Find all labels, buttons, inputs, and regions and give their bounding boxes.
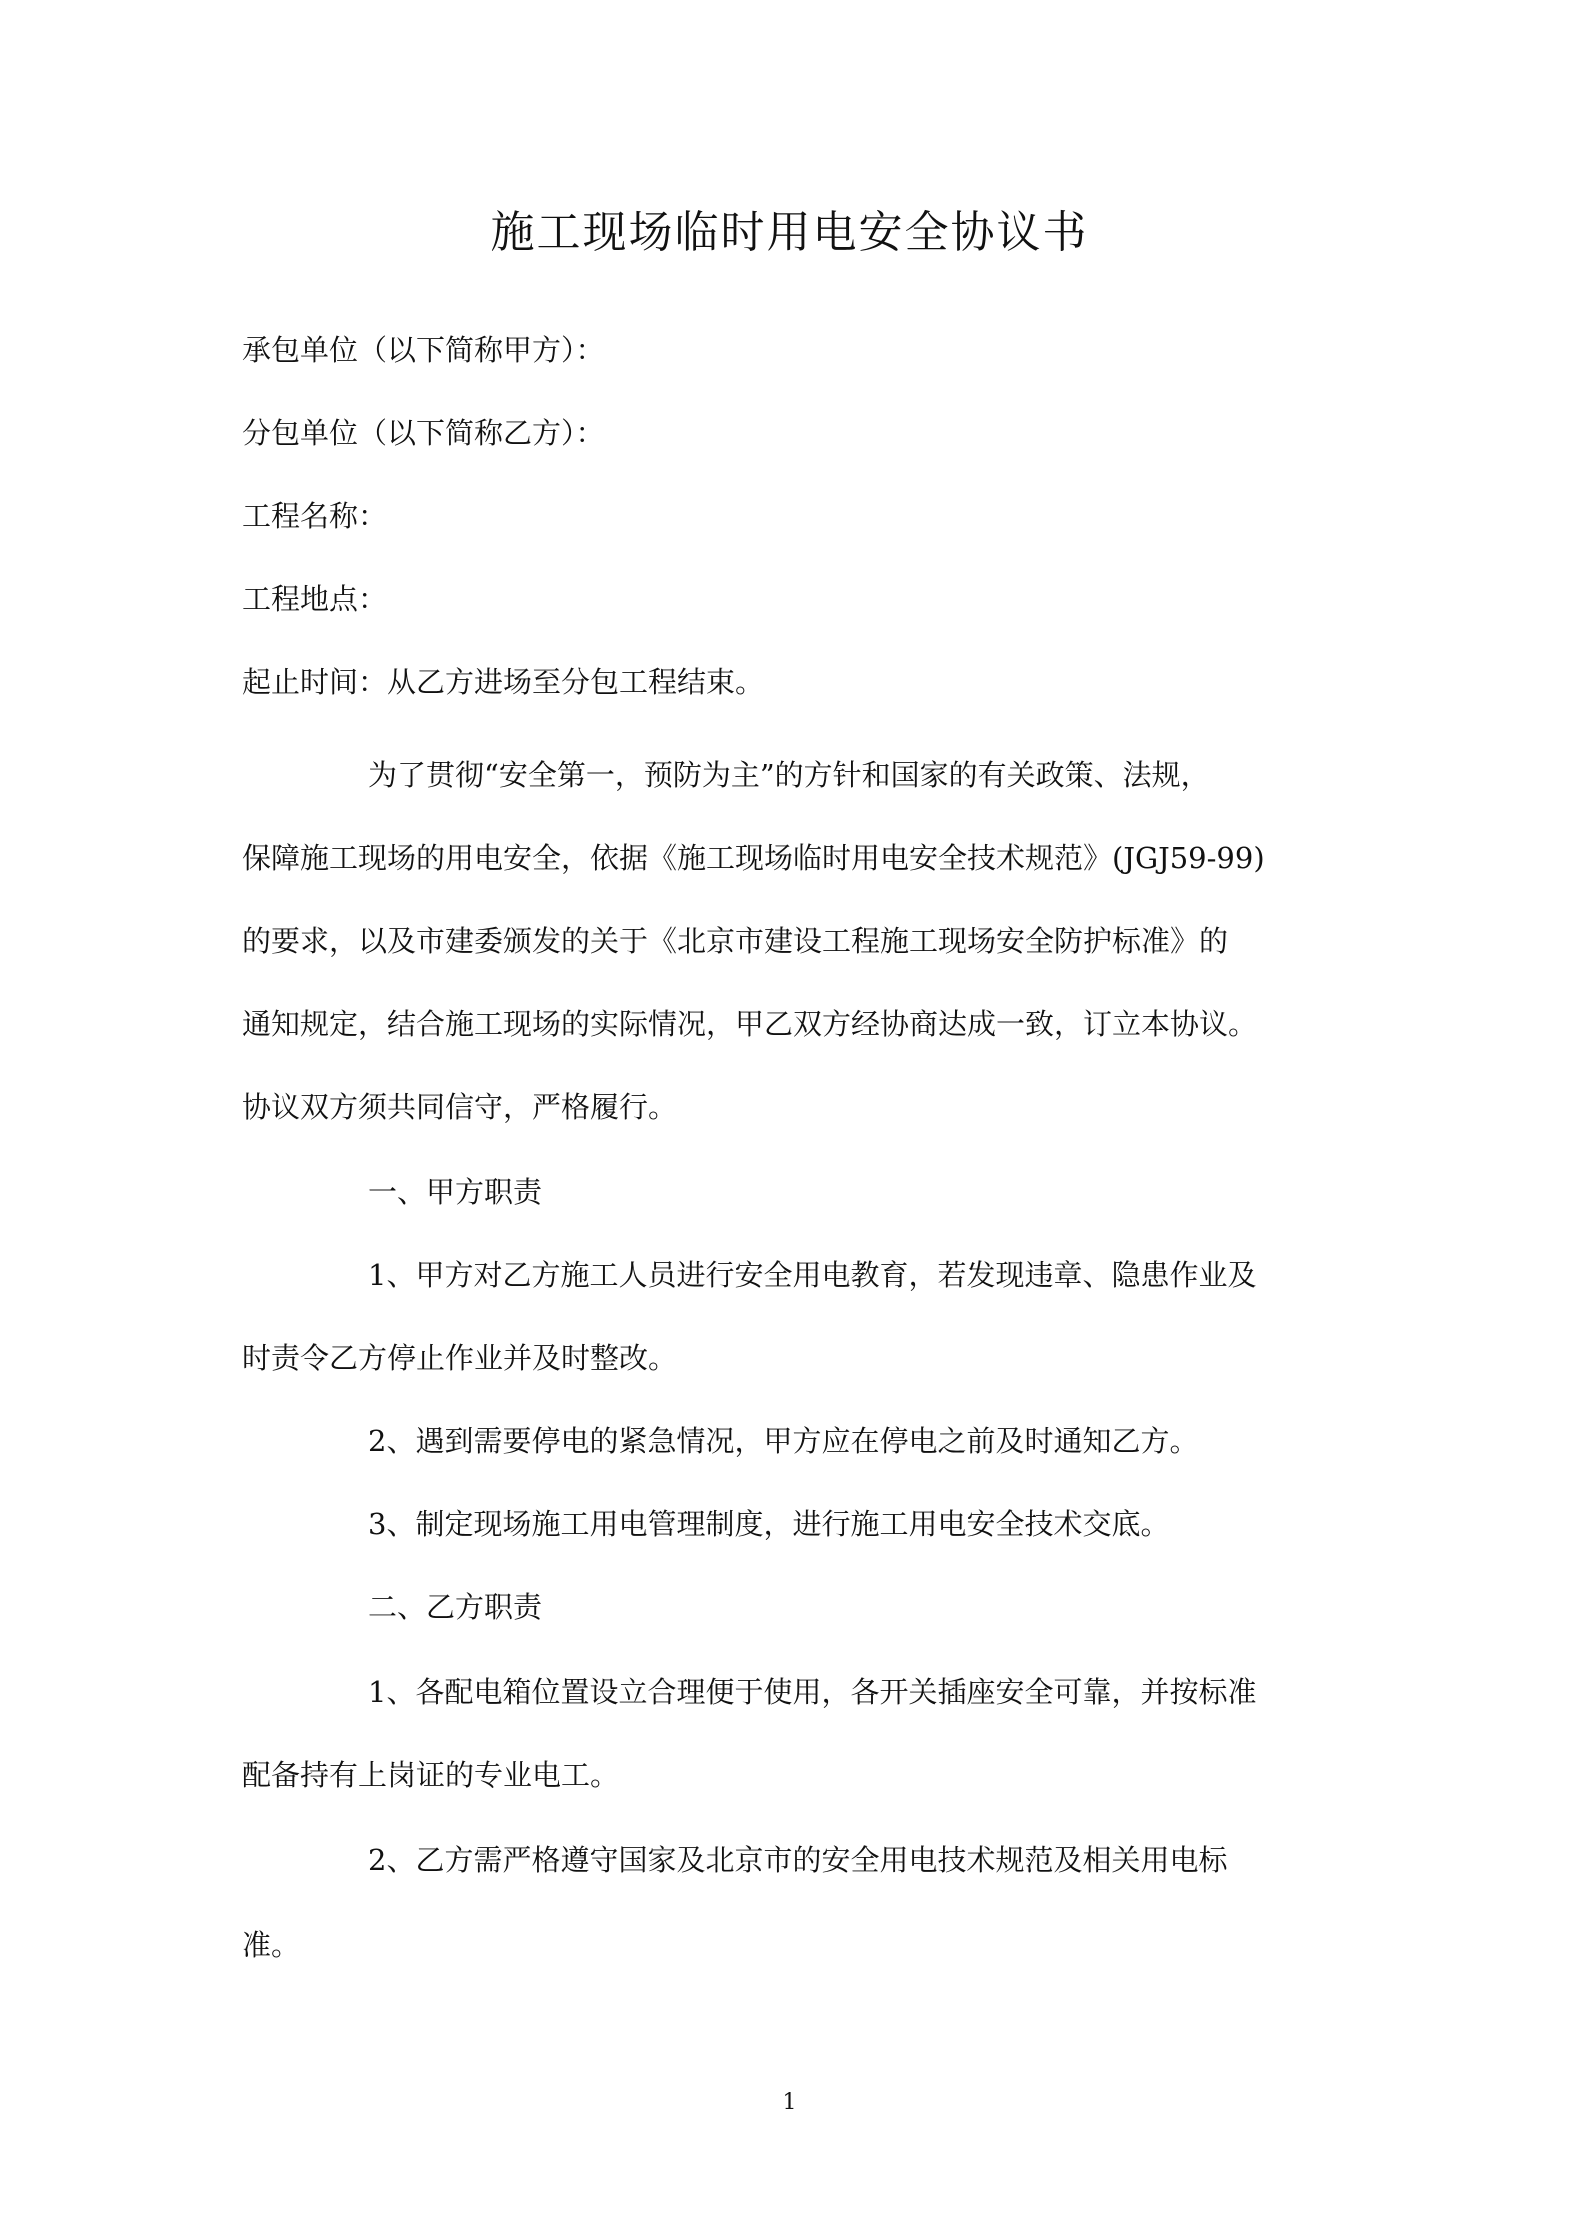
page-number: 1 (782, 2090, 797, 2115)
contractor-field: 承包单位（以下简称甲方）： (242, 333, 605, 367)
section-b-heading: 二、乙方职责 (368, 1590, 543, 1624)
section-a-item: 时责令乙方停止作业并及时整改。 (242, 1341, 678, 1375)
preamble-line: 为了贯彻“安全第一，预防为主”的方针和国家的有关政策、法规， (368, 758, 1210, 792)
project-name-field: 工程名称： (242, 499, 388, 533)
section-b-item: 准。 (242, 1928, 301, 1962)
subcontractor-field: 分包单位（以下简称乙方）： (242, 416, 605, 450)
preamble-line: 的要求，以及市建委颁发的关于《北京市建设工程施工现场安全防护标准》的 (242, 924, 1229, 958)
section-a-heading: 一、甲方职责 (368, 1175, 543, 1209)
page-title: 施工现场临时用电安全协议书 (490, 207, 1089, 258)
section-a-item: 1、甲方对乙方施工人员进行安全用电教育，若发现违章、隐患作业及 (368, 1258, 1257, 1292)
preamble-line: 保障施工现场的用电安全，依据《施工现场临时用电安全技术规范》(JGJ59-99) (242, 841, 1265, 875)
project-location-field: 工程地点： (242, 582, 388, 616)
section-b-item: 1、各配电箱位置设立合理便于使用，各开关插座安全可靠，并按标准 (368, 1675, 1257, 1709)
duration-field: 起止时间：从乙方进场至分包工程结束。 (242, 665, 765, 699)
preamble-line: 通知规定，结合施工现场的实际情况，甲乙双方经协商达成一致，订立本协议。 (242, 1007, 1258, 1041)
section-b-item: 2、乙方需严格遵守国家及北京市的安全用电技术规范及相关用电标 (368, 1843, 1228, 1877)
section-a-item: 3、制定现场施工用电管理制度，进行施工用电安全技术交底。 (368, 1507, 1170, 1541)
preamble-line: 协议双方须共同信守，严格履行。 (242, 1090, 678, 1124)
section-a-item: 2、遇到需要停电的紧急情况，甲方应在停电之前及时通知乙方。 (368, 1424, 1199, 1458)
section-b-item: 配备持有上岗证的专业电工。 (242, 1758, 620, 1792)
